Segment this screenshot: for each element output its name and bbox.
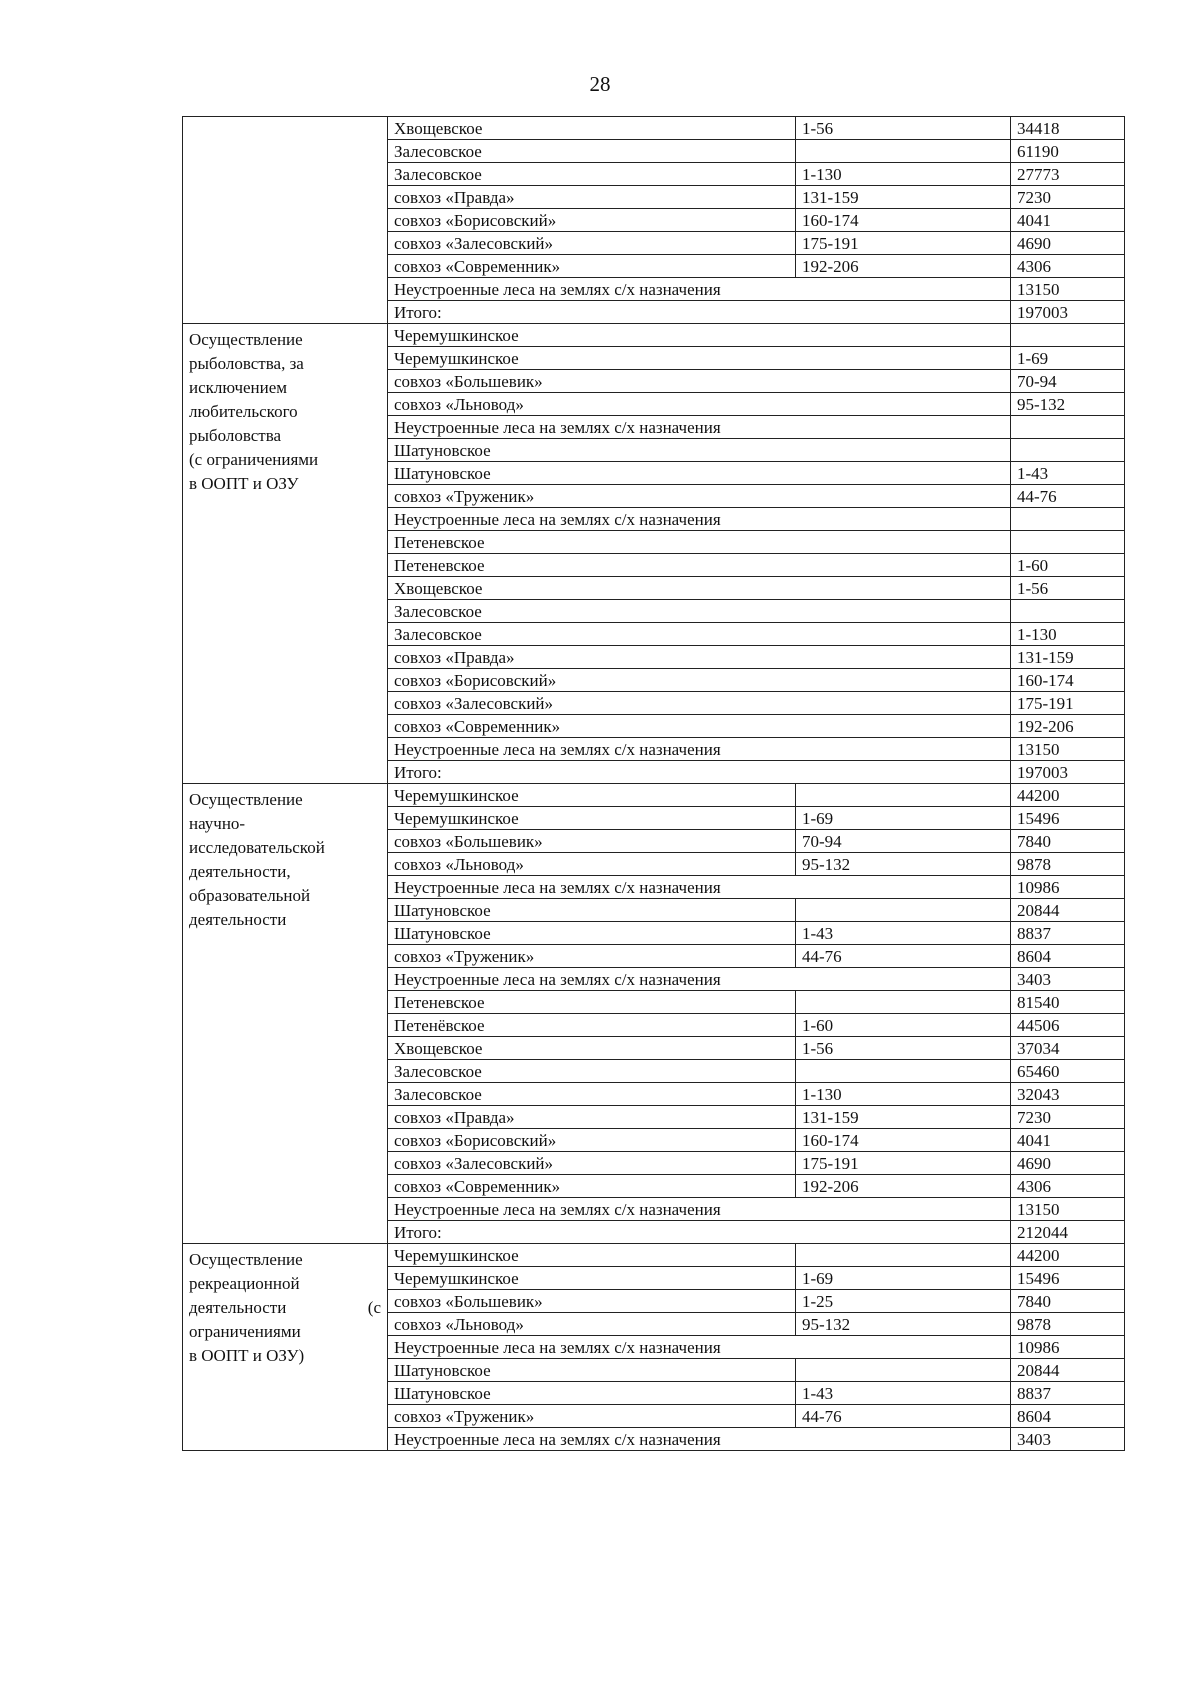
forestry-name-cell: Неустроенные леса на землях с/х назначения: [388, 1428, 1011, 1451]
forestry-name-cell: Шатуновское: [388, 462, 1011, 485]
forestry-name-cell: Петеневское: [388, 531, 1011, 554]
area-value-cell: 8837: [1011, 1382, 1125, 1405]
activity-category-cell: [183, 784, 388, 1244]
activity-label-line: рекреационной: [189, 1274, 300, 1293]
forestry-name-cell: Залесовское: [388, 1083, 796, 1106]
forestry-name-cell: совхоз «Льновод»: [388, 853, 796, 876]
quarters-cell: 1-56: [796, 1037, 1011, 1060]
area-value-cell: 32043: [1011, 1083, 1125, 1106]
area-value-cell: 160-174: [1011, 669, 1125, 692]
area-value-cell: 7840: [1011, 830, 1125, 853]
forestry-name-cell: Черемушкинское: [388, 1267, 796, 1290]
area-value-cell: 1-43: [1011, 462, 1125, 485]
activity-label-line: любительского: [189, 402, 298, 421]
activity-label-line: образовательной: [189, 886, 311, 905]
area-value-cell: 15496: [1011, 1267, 1125, 1290]
area-value-cell: 3403: [1011, 1428, 1125, 1451]
activity-label-line: (с ограничениями: [189, 450, 319, 469]
quarters-cell: 192-206: [796, 255, 1011, 278]
quarters-cell: 175-191: [796, 1152, 1011, 1175]
quarters-cell: 192-206: [796, 1175, 1011, 1198]
forestry-name-cell: совхоз «Большевик»: [388, 830, 796, 853]
quarters-cell: 160-174: [796, 1129, 1011, 1152]
forestry-name-cell: Шатуновское: [388, 439, 1011, 462]
area-value-cell: 197003: [1011, 301, 1125, 324]
area-value-cell: 37034: [1011, 1037, 1125, 1060]
quarters-cell: [796, 784, 1011, 807]
quarters-cell: 131-159: [796, 1106, 1011, 1129]
quarters-cell: 95-132: [796, 853, 1011, 876]
forestry-name-cell: Неустроенные леса на землях с/х назначения: [388, 876, 1011, 899]
area-value-cell: 13150: [1011, 1198, 1125, 1221]
area-value-cell: 44-76: [1011, 485, 1125, 508]
forestry-name-cell: совхоз «Большевик»: [388, 370, 1011, 393]
forestry-name-cell: совхоз «Современник»: [388, 255, 796, 278]
activity-category-cell: [183, 324, 388, 784]
forestry-name-cell: Черемушкинское: [388, 784, 796, 807]
forestry-name-cell: совхоз «Правда»: [388, 1106, 796, 1129]
area-value-cell: 7230: [1011, 1106, 1125, 1129]
area-value-cell: 1-56: [1011, 577, 1125, 600]
activity-category-cell: [183, 1244, 388, 1451]
activity-label-line: исследовательской: [189, 838, 325, 857]
forestry-name-cell: совхоз «Залесовский»: [388, 692, 1011, 715]
area-value-cell: 70-94: [1011, 370, 1125, 393]
forestry-name-cell: совхоз «Современник»: [388, 1175, 796, 1198]
quarters-cell: 95-132: [796, 1313, 1011, 1336]
area-value-cell: 9878: [1011, 1313, 1125, 1336]
area-value-cell: 27773: [1011, 163, 1125, 186]
area-value-cell: [1011, 416, 1125, 439]
forestry-name-cell: Итого:: [388, 761, 1011, 784]
area-value-cell: 175-191: [1011, 692, 1125, 715]
area-value-cell: 4690: [1011, 1152, 1125, 1175]
forestry-name-cell: совхоз «Современник»: [388, 715, 1011, 738]
area-value-cell: 44200: [1011, 1244, 1125, 1267]
table-row: [183, 1244, 1125, 1267]
area-value-cell: 7230: [1011, 186, 1125, 209]
forestry-name-cell: Хвощевское: [388, 577, 1011, 600]
forestry-name-cell: Залесовское: [388, 1060, 796, 1083]
forestry-name-cell: совхоз «Залесовский»: [388, 232, 796, 255]
forestry-name-cell: Шатуновское: [388, 1382, 796, 1405]
area-value-cell: 8837: [1011, 922, 1125, 945]
forestry-name-cell: совхоз «Залесовский»: [388, 1152, 796, 1175]
page-number: 28: [589, 72, 611, 96]
forestry-name-cell: совхоз «Льновод»: [388, 393, 1011, 416]
forestry-name-cell: Неустроенные леса на землях с/х назначения: [388, 968, 1011, 991]
forestry-name-cell: совхоз «Борисовский»: [388, 1129, 796, 1152]
activity-label-line: деятельности,: [189, 862, 291, 881]
area-value-cell: 13150: [1011, 738, 1125, 761]
forestry-name-cell: Хвощевское: [388, 1037, 796, 1060]
forestry-name-cell: Черемушкинское: [388, 347, 1011, 370]
area-value-cell: 4306: [1011, 1175, 1125, 1198]
area-value-cell: 4041: [1011, 1129, 1125, 1152]
quarters-cell: 1-43: [796, 1382, 1011, 1405]
activity-label-line: деятельности (с: [189, 1298, 381, 1317]
quarters-cell: 160-174: [796, 209, 1011, 232]
forestry-name-cell: Залесовское: [388, 600, 1011, 623]
table-row: [183, 784, 1125, 807]
quarters-cell: 1-56: [796, 117, 1011, 140]
area-value-cell: 1-60: [1011, 554, 1125, 577]
activity-label-line: деятельности: [189, 910, 287, 929]
forestry-name-cell: Итого:: [388, 301, 1011, 324]
forestry-name-cell: Неустроенные леса на землях с/х назначения: [388, 508, 1011, 531]
forestry-name-cell: Залесовское: [388, 623, 1011, 646]
area-value-cell: 44506: [1011, 1014, 1125, 1037]
forestry-name-cell: Неустроенные леса на землях с/х назначения: [388, 1198, 1011, 1221]
area-value-cell: 197003: [1011, 761, 1125, 784]
forestry-name-cell: Неустроенные леса на землях с/х назначения: [388, 416, 1011, 439]
forestry-name-cell: совхоз «Большевик»: [388, 1290, 796, 1313]
area-value-cell: 13150: [1011, 278, 1125, 301]
forestry-name-cell: совхоз «Правда»: [388, 186, 796, 209]
area-value-cell: 212044: [1011, 1221, 1125, 1244]
area-value-cell: 61190: [1011, 140, 1125, 163]
quarters-cell: 1-69: [796, 1267, 1011, 1290]
area-value-cell: 4041: [1011, 209, 1125, 232]
forestry-name-cell: совхоз «Правда»: [388, 646, 1011, 669]
forestry-name-cell: Неустроенные леса на землях с/х назначения: [388, 1336, 1011, 1359]
forestry-name-cell: совхоз «Борисовский»: [388, 669, 1011, 692]
quarters-cell: 1-60: [796, 1014, 1011, 1037]
area-value-cell: 1-130: [1011, 623, 1125, 646]
forestry-name-cell: Петеневское: [388, 554, 1011, 577]
area-value-cell: 81540: [1011, 991, 1125, 1014]
quarters-cell: [796, 1244, 1011, 1267]
area-value-cell: 3403: [1011, 968, 1125, 991]
quarters-cell: [796, 140, 1011, 163]
forestry-name-cell: Черемушкинское: [388, 324, 1011, 347]
area-value-cell: 15496: [1011, 807, 1125, 830]
activity-label-line: научно-: [189, 814, 246, 833]
area-value-cell: [1011, 531, 1125, 554]
area-value-cell: 4306: [1011, 255, 1125, 278]
area-value-cell: 131-159: [1011, 646, 1125, 669]
table-row: [183, 324, 1125, 347]
area-value-cell: 10986: [1011, 1336, 1125, 1359]
quarters-cell: 1-43: [796, 922, 1011, 945]
quarters-cell: 131-159: [796, 186, 1011, 209]
forestry-name-cell: совхоз «Труженик»: [388, 945, 796, 968]
activity-label-line: рыболовства: [189, 426, 282, 445]
area-value-cell: 4690: [1011, 232, 1125, 255]
activity-label-line: рыболовства, за: [189, 354, 304, 373]
forestry-name-cell: совхоз «Труженик»: [388, 485, 1011, 508]
area-value-cell: 10986: [1011, 876, 1125, 899]
forestry-name-cell: Неустроенные леса на землях с/х назначения: [388, 738, 1011, 761]
forestry-name-cell: совхоз «Борисовский»: [388, 209, 796, 232]
quarters-cell: 1-130: [796, 163, 1011, 186]
area-value-cell: 65460: [1011, 1060, 1125, 1083]
area-value-cell: 9878: [1011, 853, 1125, 876]
forest-use-table: [182, 116, 1125, 1451]
quarters-cell: 44-76: [796, 945, 1011, 968]
forestry-name-cell: Шатуновское: [388, 1359, 796, 1382]
activity-label-line: Осуществление: [189, 1250, 303, 1269]
area-value-cell: 192-206: [1011, 715, 1125, 738]
forestry-name-cell: Петенёвское: [388, 1014, 796, 1037]
forestry-name-cell: совхоз «Труженик»: [388, 1405, 796, 1428]
quarters-cell: 175-191: [796, 232, 1011, 255]
quarters-cell: [796, 1359, 1011, 1382]
forestry-name-cell: Черемушкинское: [388, 1244, 796, 1267]
quarters-cell: 1-69: [796, 807, 1011, 830]
forestry-name-cell: Хвощевское: [388, 117, 796, 140]
forestry-name-cell: Залесовское: [388, 140, 796, 163]
quarters-cell: 1-130: [796, 1083, 1011, 1106]
activity-label-line: исключением: [189, 378, 288, 397]
forestry-name-cell: Залесовское: [388, 163, 796, 186]
area-value-cell: 1-69: [1011, 347, 1125, 370]
quarters-cell: [796, 899, 1011, 922]
quarters-cell: 44-76: [796, 1405, 1011, 1428]
area-value-cell: 8604: [1011, 945, 1125, 968]
activity-category-cell: [183, 117, 388, 324]
area-value-cell: 34418: [1011, 117, 1125, 140]
area-value-cell: 20844: [1011, 899, 1125, 922]
quarters-cell: 1-25: [796, 1290, 1011, 1313]
area-value-cell: [1011, 600, 1125, 623]
forestry-name-cell: Неустроенные леса на землях с/х назначения: [388, 278, 1011, 301]
forestry-name-cell: Петеневское: [388, 991, 796, 1014]
forestry-name-cell: Шатуновское: [388, 899, 796, 922]
quarters-cell: [796, 991, 1011, 1014]
area-value-cell: 8604: [1011, 1405, 1125, 1428]
area-value-cell: 44200: [1011, 784, 1125, 807]
forestry-name-cell: Итого:: [388, 1221, 1011, 1244]
quarters-cell: 70-94: [796, 830, 1011, 853]
area-value-cell: 20844: [1011, 1359, 1125, 1382]
area-value-cell: [1011, 439, 1125, 462]
table-row: [183, 117, 1125, 140]
area-value-cell: 95-132: [1011, 393, 1125, 416]
activity-label-line: в ООПТ и ОЗУ: [189, 474, 299, 493]
area-value-cell: [1011, 508, 1125, 531]
activity-label-line: Осуществление: [189, 330, 303, 349]
area-value-cell: [1011, 324, 1125, 347]
forestry-name-cell: совхоз «Льновод»: [388, 1313, 796, 1336]
activity-label-line: Осуществление: [189, 790, 303, 809]
forestry-name-cell: Шатуновское: [388, 922, 796, 945]
quarters-cell: [796, 1060, 1011, 1083]
forestry-name-cell: Черемушкинское: [388, 807, 796, 830]
activity-label-line: ограничениями: [189, 1322, 301, 1341]
activity-label-line: в ООПТ и ОЗУ): [189, 1346, 305, 1365]
area-value-cell: 7840: [1011, 1290, 1125, 1313]
